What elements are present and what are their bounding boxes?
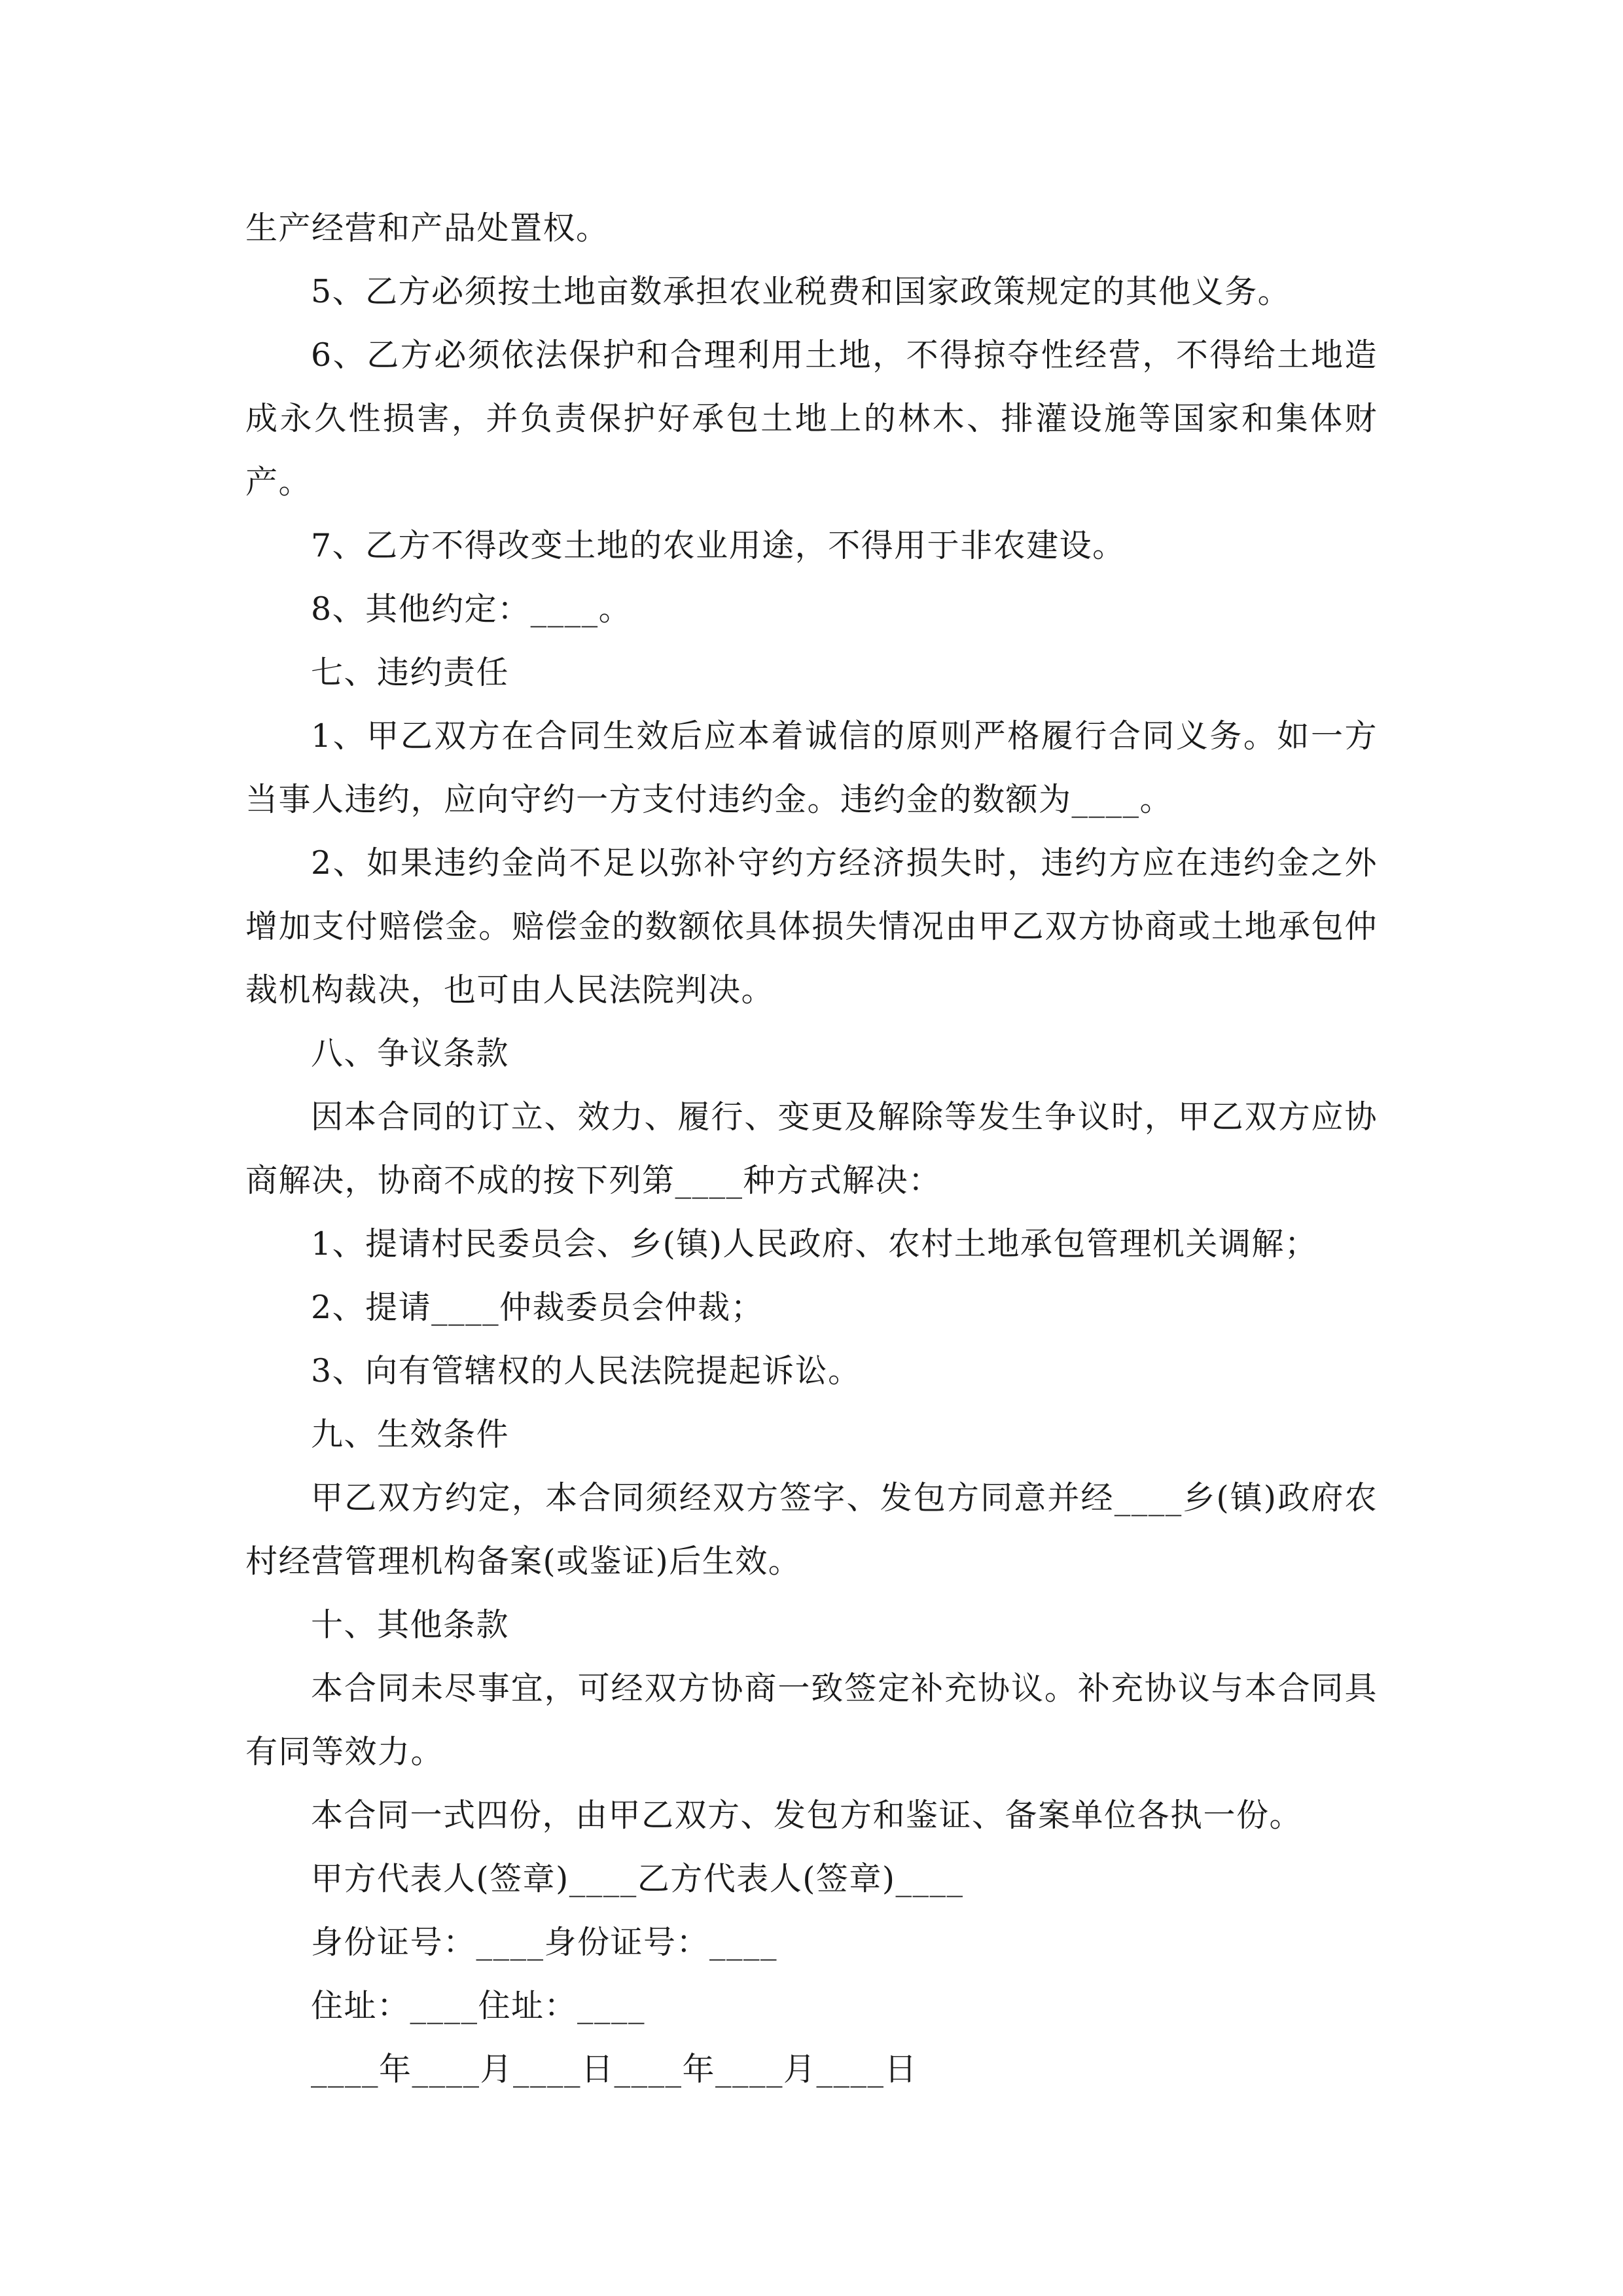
address-line: 住址：____住址：____: [311, 1987, 646, 2024]
id-number-line: 身份证号：____身份证号：____: [311, 1924, 778, 1961]
clause-8: 8、其他约定：____。: [311, 590, 632, 628]
document-body: [245, 196, 1378, 2101]
clause-7: 7、乙方不得改变土地的农业用途，不得用于非农建设。: [311, 527, 1126, 564]
signature-line: 甲方代表人(签章)____乙方代表人(签章)____: [311, 1860, 964, 1897]
section-heading-9: 九、生效条件: [311, 1416, 510, 1453]
copies-clause: 本合同一式四份，由甲乙双方、发包方和鉴证、备案单位各执一份。: [311, 1797, 1303, 1834]
other-terms: 本合同未尽事宜，可经双方协商一致签定补充协议。补充协议与本合同具有同等效力。: [245, 1670, 1378, 1770]
section-heading-10: 十、其他条款: [311, 1606, 510, 1643]
breach-clause-1: 1、甲乙双方在合同生效后应本着诚信的原则严格履行合同义务。如一方当事人违约，应向守约一方支付违约金。违约金的数额为____。: [245, 717, 1378, 818]
clause-6: 6、乙方必须依法保护和合理利用土地，不得掠夺性经营，不得给土地造成永久性损害，并负责保护好承包土地上的林木、排灌设施等国家和集体财产。: [245, 336, 1378, 501]
dispute-option-1: 1、提请村民委员会、乡(镇)人民政府、农村土地承包管理机关调解；: [311, 1225, 1318, 1263]
section-heading-7: 七、违约责任: [311, 654, 510, 691]
paragraph-continuation: 生产经营和产品处置权。: [245, 209, 609, 247]
dispute-intro: 因本合同的订立、效力、履行、变更及解除等发生争议时，甲乙双方应协商解决，协商不成的按下列第____种方式解决：: [245, 1098, 1378, 1199]
date-line: ____年____月____日____年____月____日: [311, 2051, 918, 2088]
clause-5: 5、乙方必须按土地亩数承担农业税费和国家政策规定的其他义务。: [311, 273, 1291, 310]
dispute-option-2: 2、提请____仲裁委员会仲裁；: [311, 1289, 764, 1326]
effective-condition: 甲乙双方约定，本合同须经双方签字、发包方同意并经____乡(镇)政府农村经营管理机构备案(或鉴证)后生效。: [245, 1479, 1378, 1580]
section-heading-8: 八、争议条款: [311, 1035, 510, 1072]
breach-clause-2: 2、如果违约金尚不足以弥补守约方经济损失时，违约方应在违约金之外增加支付赔偿金。赔偿金的数额依具体损失情况由甲乙双方协商或土地承包仲裁机构裁决，也可由人民法院判决。: [245, 844, 1378, 1009]
dispute-option-3: 3、向有管辖权的人民法院提起诉讼。: [311, 1352, 861, 1390]
